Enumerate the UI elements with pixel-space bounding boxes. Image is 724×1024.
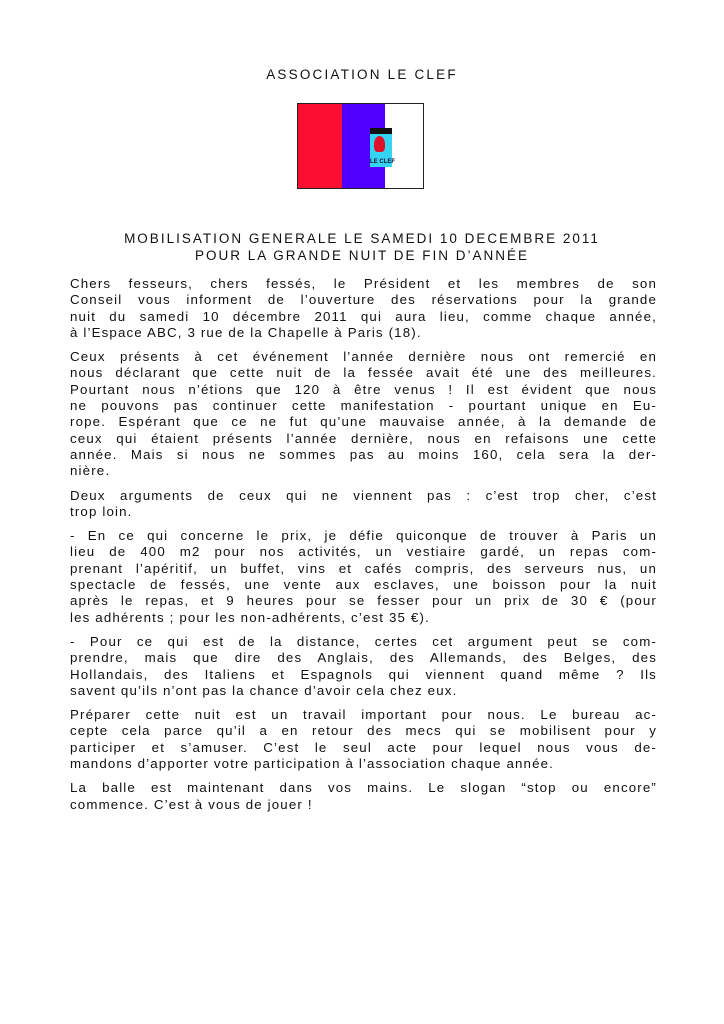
text-line: prenant l’apéritif, un buffet, vins et cafés compris, des serveurs nus, un <box>70 560 657 576</box>
figure-icon <box>374 136 385 152</box>
document-heading <box>0 231 724 264</box>
heading-line: POUR LA GRANDE NUIT DE FIN D’ANNÉE <box>194 247 530 263</box>
text-line: année. Mais si nous ne sommes pas au moins 160, cela sera la der- <box>70 446 657 462</box>
le-clef-emblem <box>370 128 395 167</box>
text-line: commence. C’est à vous de jouer ! <box>70 796 313 812</box>
text-line: mandons d’apporter votre participation à l’association chaque année. <box>70 756 555 772</box>
emblem-text: LE CLEF <box>370 159 395 165</box>
paragraph <box>70 488 657 521</box>
text-line: les adhérents ; pour les non-adhérents, c’est 35 €). <box>70 609 430 625</box>
paragraph <box>70 707 657 772</box>
text-line: Chers fesseurs, chers fessés, le Président et les membres de son <box>70 276 657 291</box>
text-line: lieu de 400 m2 pour nos activités, un vestiaire gardé, un repas com- <box>70 544 657 560</box>
paragraph <box>70 780 657 813</box>
text-line: participer et s’amuser. C’est le seul acte pour lequel nous vous de- <box>70 739 657 755</box>
association-title: ASSOCIATION LE CLEF <box>266 67 458 82</box>
text-line: - En ce qui concerne le prix, je défie quiconque de trouver à Paris un <box>70 528 657 544</box>
text-line: Hollandais, des Italiens et Espagnols qui viennent quand même ? Ils <box>70 666 657 682</box>
text-line: nuit du samedi 10 décembre 2011 qui aura lieu, comme chaque année, <box>70 308 657 324</box>
text-line: - Pour ce qui est de la distance, certes cet argument peut se com- <box>70 633 657 649</box>
text-line: trop loin. <box>70 503 133 519</box>
text-line: Ceux présents à cet événement l’année dernière nous ont remercié en <box>70 349 657 365</box>
text-line: rope. Espérant que ce ne fut qu’une mauvaise année, à la demande de <box>70 414 657 430</box>
text-line: nous déclarant que cette nuit de la fessée avait été une des meilleures. <box>70 365 657 381</box>
text-line: Pourtant nous n’étions que 120 à être venus ! Il est évident que nous <box>70 381 657 397</box>
document-body <box>70 276 657 821</box>
logo-red-band <box>298 104 342 188</box>
text-line: La balle est maintenant dans vos mains. Le slogan “stop ou encore” <box>70 780 657 796</box>
text-line: ceux qui étaient présents l’année dernière, nous en refaisons une cette <box>70 430 657 446</box>
text-line: spectacle de fessés, une vente aux esclaves, une boisson pour la nuit <box>70 577 657 593</box>
emblem-picture <box>370 134 395 167</box>
text-line: ne pouvons pas continuer cette manifestation - pourtant unique en Eu- <box>70 398 657 414</box>
text-line: après le repas, et 9 heures pour se fesser pour un prix de 30 € (pour <box>70 593 657 609</box>
paragraph <box>70 276 657 341</box>
paragraph <box>70 634 657 699</box>
paragraph <box>70 349 657 479</box>
heading-line: MOBILISATION GENERALE LE SAMEDI 10 DECEMBRE 2011 <box>124 231 600 246</box>
text-line: nière. <box>70 463 111 479</box>
association-logo <box>297 103 424 189</box>
text-line: Deux arguments de ceux qui ne viennent pas : c’est trop cher, c’est <box>70 487 657 503</box>
paragraph <box>70 528 657 626</box>
text-line: Conseil vous informent de l’ouverture des réservations pour la grande <box>70 292 657 308</box>
text-line: à l’Espace ABC, 3 rue de la Chapelle à Paris (18). <box>70 324 422 340</box>
text-line: cepte cela parce qu’il a en retour des mecs qui se mobilisent pour y <box>70 723 657 739</box>
text-line: Préparer cette nuit est un travail important pour nous. Le bureau ac- <box>70 707 657 723</box>
text-line: prendre, mais que dire des Anglais, des Allemands, des Belges, des <box>70 650 657 666</box>
text-line: savent qu’ils n’ont pas la chance d’avoir cela chez eux. <box>70 682 458 698</box>
